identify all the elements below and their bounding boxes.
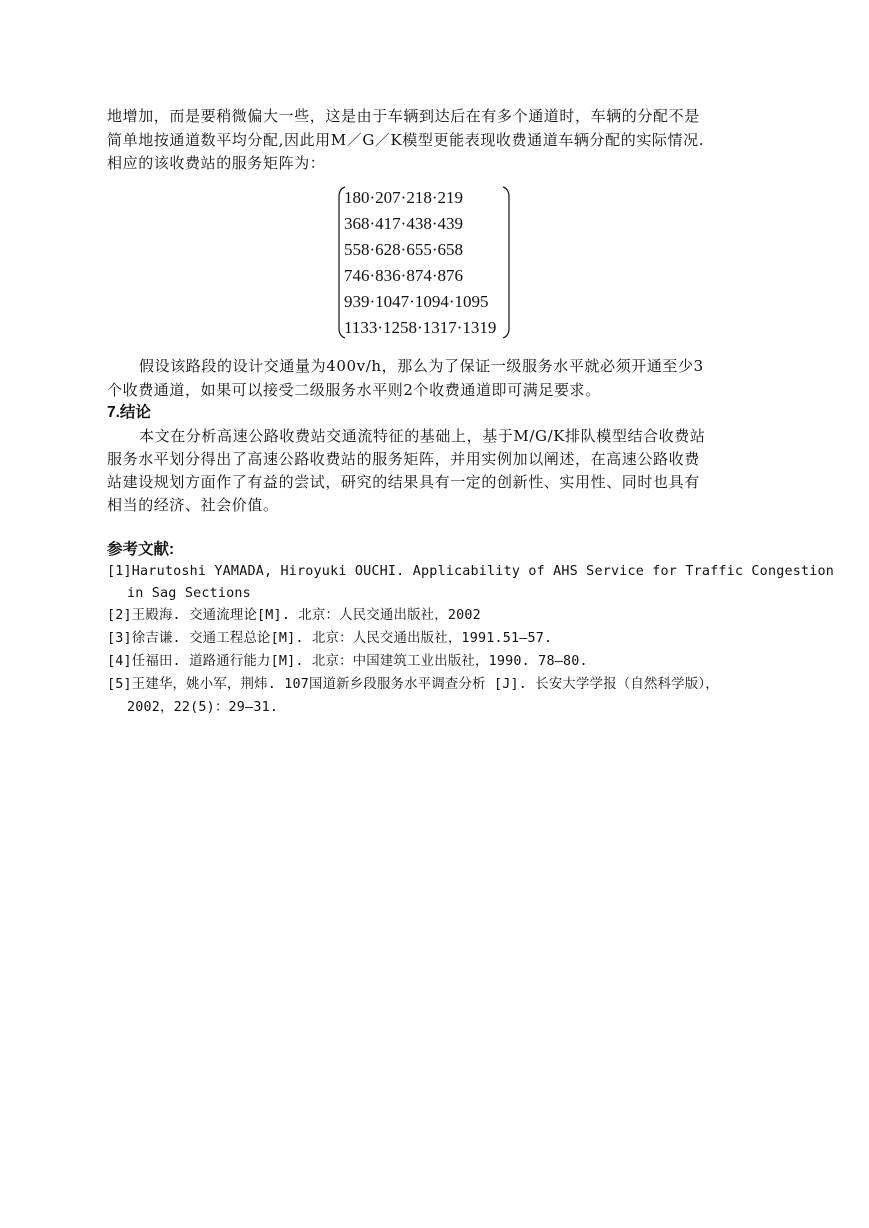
section-heading: 7.结论 [107,404,151,421]
reference-item: [2]王殿海. 交通流理论[M]. 北京：人民交通出版社，2002 [107,608,481,623]
service-matrix [338,185,510,340]
paragraph-line: 服务水平划分得出了高速公路收费站的服务矩阵，并用实例加以阐述，在高速公路收费 [107,450,700,468]
paragraph-line: 相当的经济、社会价值。 [107,496,279,514]
matrix-row: 746·836·874·876 [344,266,463,285]
matrix-row: 180·207·218·219 [344,188,463,207]
reference-item-continuation: 2002，22(5)：29—31. [127,700,279,715]
matrix-row: 368·417·438·439 [344,214,463,233]
reference-item: [4]任福田. 道路通行能力[M]. 北京：中国建筑工业出版社，1990. 78—80. [107,654,588,669]
paragraph-line: 本文在分析高速公路收费站交通流特征的基础上，基于M/G/K排队模型结合收费站 [139,427,706,445]
paragraph-line: 地增加，而是要稍微偏大一些，这是由于车辆到达后在有多个通道时，车辆的分配不是 [107,107,700,125]
matrix-row: 558·628·655·658 [344,240,463,259]
matrix-row: 939·1047·1094·1095 [344,292,489,311]
references-heading: 参考文献: [107,541,175,558]
reference-item: [3]徐吉谦. 交通工程总论[M]. 北京：人民交通出版社，1991.51—57. [107,631,553,646]
paragraph-line: 简单地按通道数平均分配,因此用M／G／K模型更能表现收费通道车辆分配的实际情况. [107,131,705,149]
paragraph-line: 相应的该收费站的服务矩阵为： [107,154,326,172]
matrix-row: 1133·1258·1317·1319 [344,318,497,337]
reference-item: [1]Harutoshi YAMADA, Hiroyuki OUCHI. Applicability of AHS Service for Traffic Congestion [107,564,835,579]
paragraph-line: 假设该路段的设计交通量为400v/h，那么为了保证一级服务水平就必须开通至少3 [139,357,704,375]
reference-item: [5]王建华，姚小军，荆炜. 107国道新乡段服务水平调查分析 [J]. 长安大学学报（自然科学版）， [107,677,719,692]
paragraph-line: 个收费通道，如果可以接受二级服务水平则2个收费通道即可满足要求。 [107,381,601,399]
reference-item-continuation: in Sag Sections [127,586,251,601]
paragraph-line: 站建设规划方面作了有益的尝试，研究的结果具有一定的创新性、实用性、同时也具有 [107,473,700,491]
